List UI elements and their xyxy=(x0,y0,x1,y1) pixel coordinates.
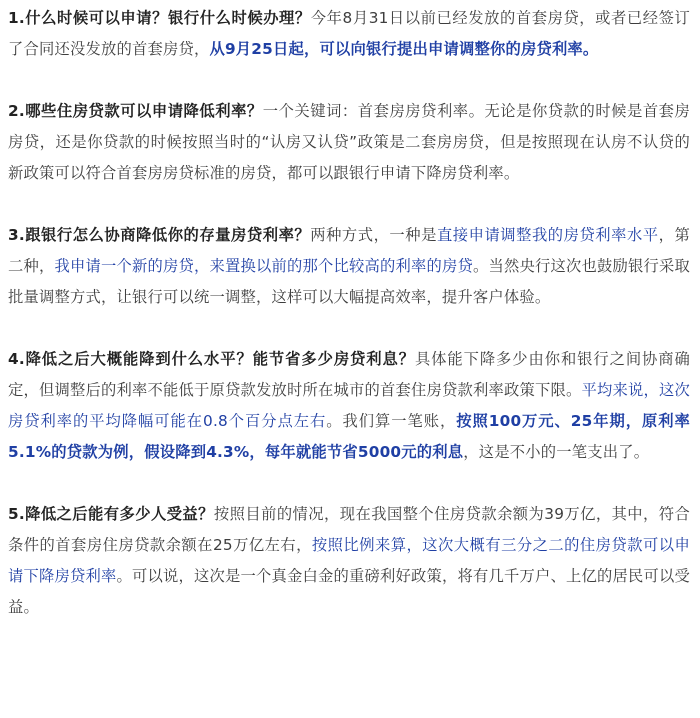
answer-text: ，第二种， xyxy=(8,226,690,275)
answer-text: 今年8月31日以前已经发放的首套房贷，或者已经签订了合同还没发放的首套房贷， xyxy=(8,9,690,58)
question-heading: 1.什么时候可以申请？银行什么时候办理？ xyxy=(8,9,311,27)
answer-text: 一个关键词：首套房房贷利率。无论是你贷款的时候是首套房房贷，还是你贷款的时候按照当时的“认房又认贷”政策是二套房房贷，但是按照现在认房不认贷的新政策可以符合首套房房贷标准的房贷，都可以跟银行申请下降房贷利率。 xyxy=(8,102,690,182)
highlight-text: 直接申请调整我的房贷利率水平 xyxy=(436,226,659,244)
section-3 xyxy=(8,220,690,313)
highlight-text: 按照比例来算，这次大概有三分之二的住房贷款可以申请下降房贷利率 xyxy=(8,536,690,585)
highlight-text: 平均来说，这次房贷利率的平均降幅可能在0.8个百分点左右 xyxy=(8,381,690,430)
article-body xyxy=(8,3,690,623)
highlight-text: 按照100万元、25年期，原利率5.1%的贷款为例，假设降到4.3%，每年就能节省5000元的利息 xyxy=(8,412,691,461)
section-2 xyxy=(8,96,690,189)
section-5 xyxy=(8,499,690,623)
answer-text: 具体能下降多少由你和银行之间协商确定，但调整后的利率不能低于原贷款发放时所在城市的首套住房贷款利率政策下限。 xyxy=(8,350,691,399)
question-heading: 5.降低之后能有多少人受益？ xyxy=(8,505,214,523)
question-heading: 2.哪些住房贷款可以申请降低利率？ xyxy=(8,102,263,120)
answer-text: 。可以说，这次是一个真金白金的重磅利好政策，将有几千万户、上亿的居民可以受益。 xyxy=(8,567,690,616)
answer-text: 按照目前的情况，现在我国整个住房贷款余额为39万亿，其中，符合条件的首套房住房贷款余额在25万亿左右， xyxy=(8,505,690,554)
answer-text: 。我们算一笔账， xyxy=(326,412,457,430)
highlight-text: 我申请一个新的房贷，来置换以前的那个比较高的利率的房贷 xyxy=(54,257,473,275)
question-heading: 3.跟银行怎么协商降低你的存量房贷利率？ xyxy=(8,226,311,244)
answer-text: 。当然央行这次也鼓励银行采取批量调整方式，让银行可以统一调整，这样可以大幅提高效率，提升客户体验。 xyxy=(8,257,690,306)
highlight-text: 从9月25日起，可以向银行提出申请调整你的房贷利率。 xyxy=(209,40,599,58)
answer-text: 两种方式，一种是 xyxy=(310,226,437,244)
question-heading: 4.降低之后大概能降到什么水平？能节省多少房贷利息？ xyxy=(8,350,415,368)
answer-text: ，这是不小的一笔支出了。 xyxy=(463,443,650,461)
section-4 xyxy=(8,344,690,468)
section-1 xyxy=(8,3,690,65)
